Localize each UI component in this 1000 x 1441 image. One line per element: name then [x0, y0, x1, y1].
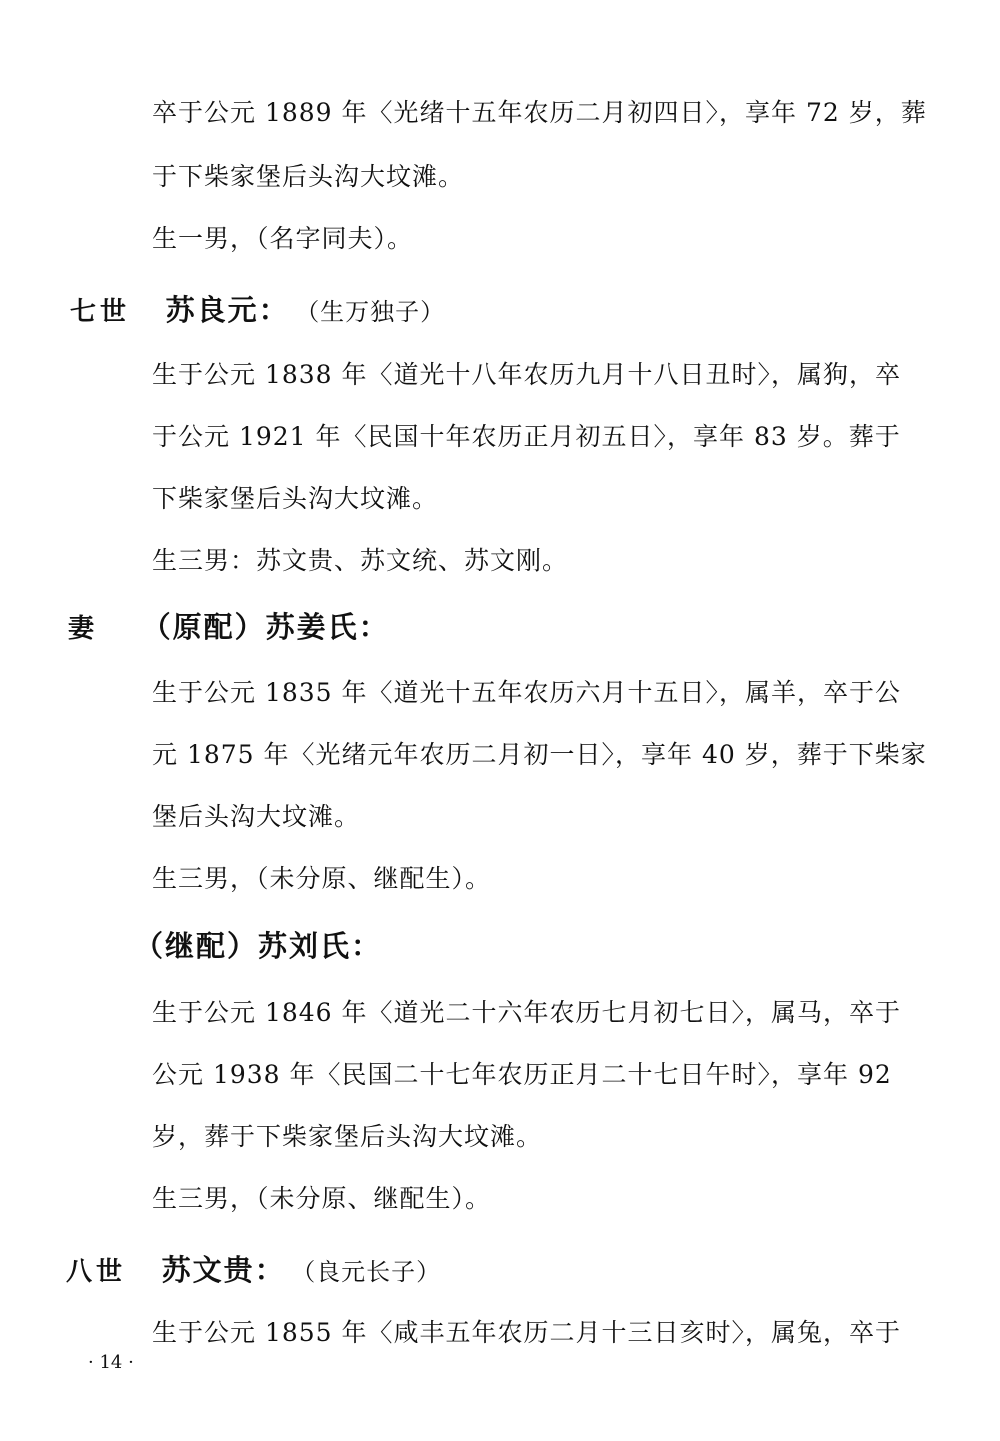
person-note: （生万独子）: [295, 298, 446, 326]
text-line: 下柴家堡后头沟大坟滩。: [152, 484, 439, 513]
text-line: 于公元 1921 年〈民国十年农历正月初五日〉，享年 83 岁。葬于: [152, 422, 901, 451]
person-note: （良元长子）: [291, 1258, 442, 1286]
text-line: 元 1875 年〈光绪元年农历二月初一日〉，享年 40 岁，葬于下柴家: [152, 740, 927, 769]
text-line: 于下柴家堡后头沟大坟滩。: [152, 162, 465, 191]
person-name: 苏良元：: [165, 293, 290, 327]
person-name: 苏文贵：: [161, 1253, 286, 1287]
person-name: （原配）苏姜氏：: [141, 610, 390, 644]
text-line: 生一男，（名字同夫）。: [152, 224, 414, 253]
text-line: 公元 1938 年〈民国二十七年农历正月二十七日午时〉，享年 92: [152, 1060, 892, 1089]
text-line: 堡后头沟大坟滩。: [152, 802, 361, 831]
text-line: 岁，葬于下柴家堡后头沟大坟滩。: [152, 1122, 543, 1151]
generation-heading-7: [70, 290, 445, 335]
text-line: 生三男，（未分原、继配生）。: [152, 864, 492, 893]
generation-heading-8: [66, 1250, 441, 1295]
generation-label: 八世: [66, 1257, 127, 1287]
text-line: 卒于公元 1889 年〈光绪十五年农历二月初四日〉，享年 72 岁，葬: [152, 98, 927, 127]
text-line: 生于公元 1855 年〈咸丰五年农历二月十三日亥时〉，属兔，卒于: [152, 1318, 902, 1347]
spouse-heading-second: [134, 926, 382, 971]
text-line: 生三男：苏文贵、苏文统、苏文刚。: [152, 546, 569, 575]
text-line: 生三男，（未分原、继配生）。: [152, 1184, 492, 1213]
person-name: （继配）苏刘氏：: [134, 929, 383, 963]
text-line: 生于公元 1835 年〈道光十五年农历六月十五日〉，属羊，卒于公: [152, 678, 902, 707]
text-line: 生于公元 1846 年〈道光二十六年农历七月初七日〉，属马，卒于: [152, 998, 902, 1027]
spouse-label: 妻: [68, 614, 99, 644]
spouse-heading: [68, 607, 390, 652]
page-number: · 14 ·: [88, 1352, 134, 1373]
generation-label: 七世: [70, 297, 131, 327]
text-line: 生于公元 1838 年〈道光十八年农历九月十八日丑时〉，属狗，卒: [152, 360, 902, 389]
